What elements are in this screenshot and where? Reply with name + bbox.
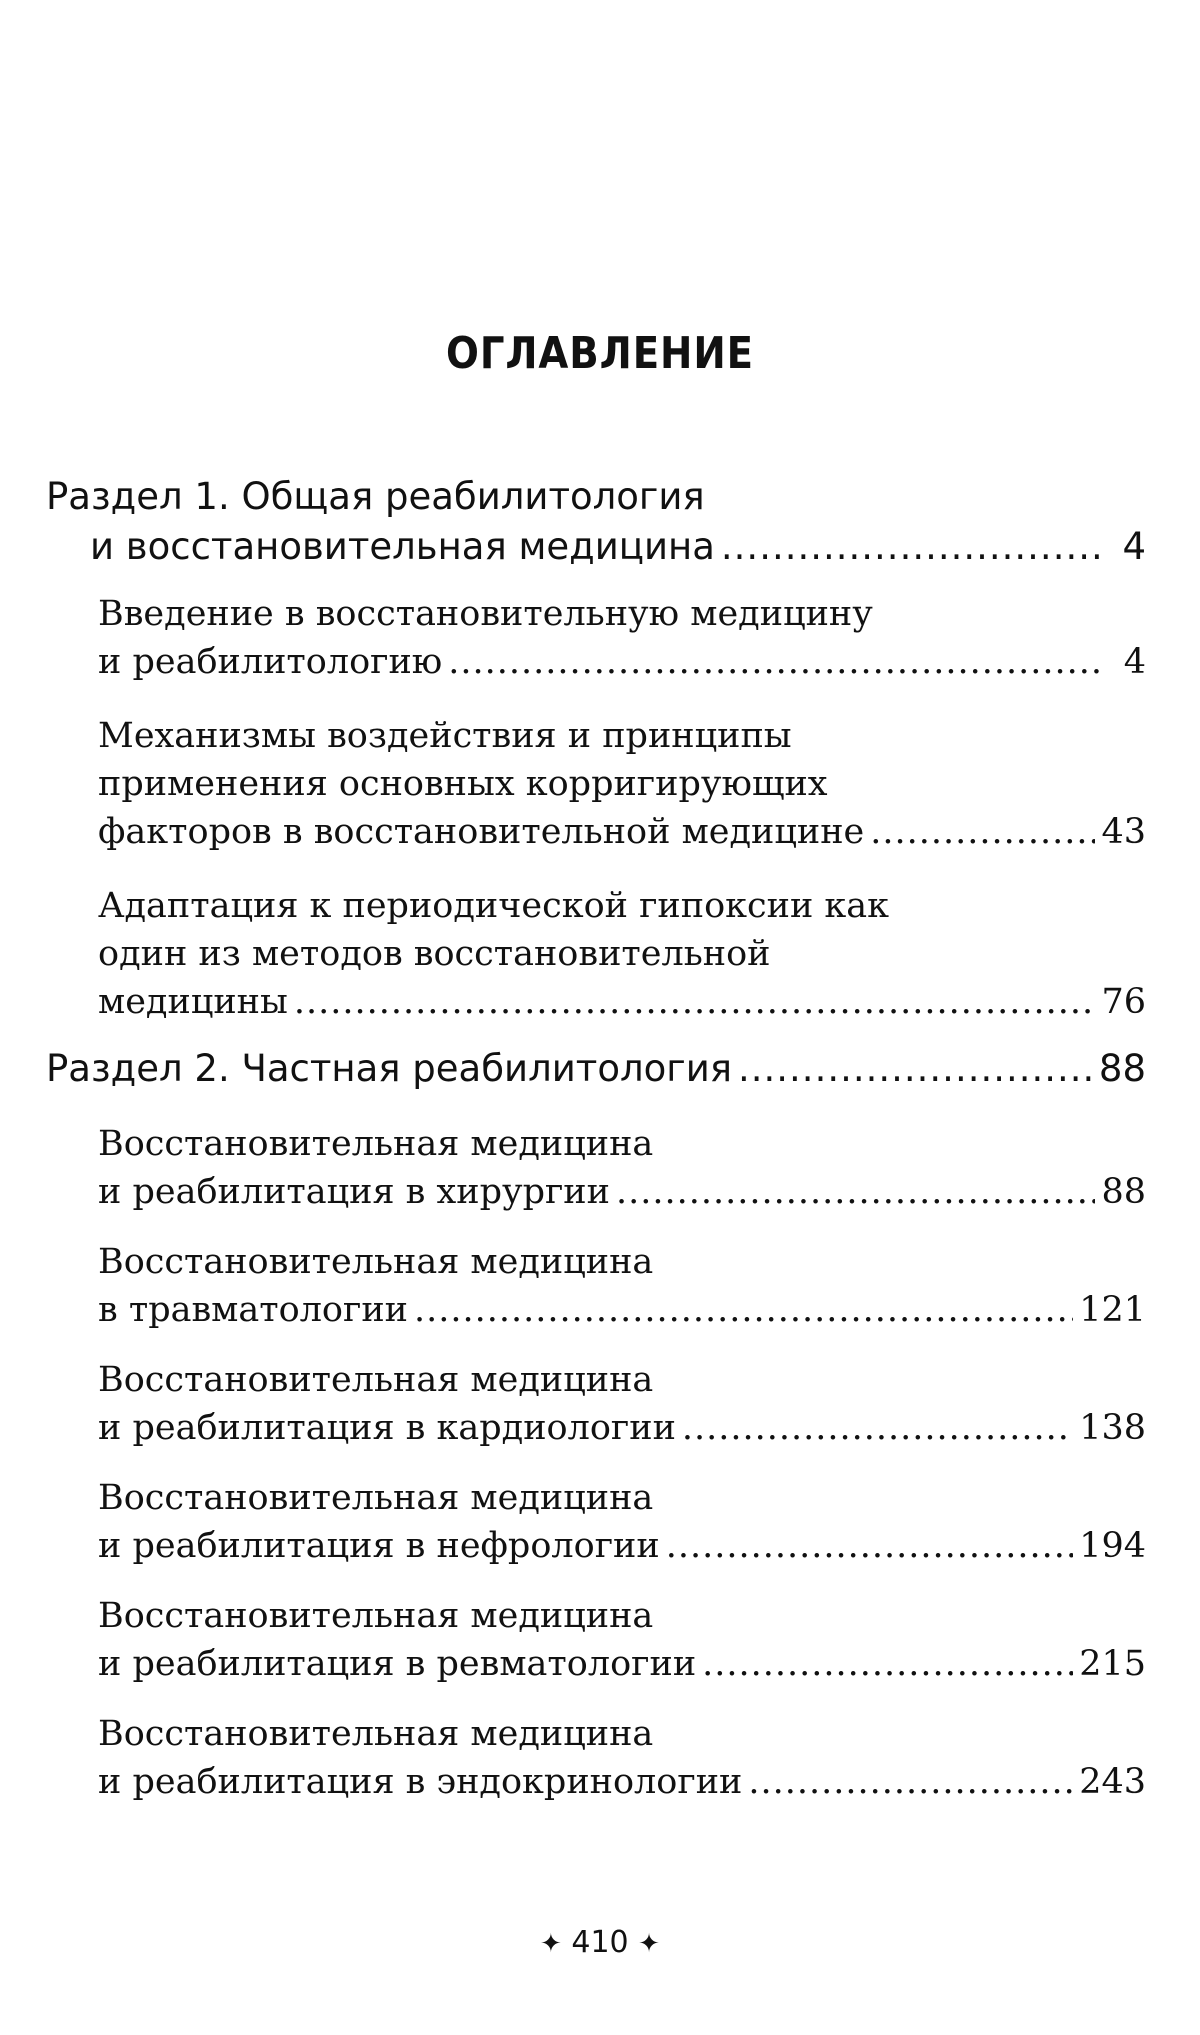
toc-entry-line: один из методов восстановительной: [98, 934, 771, 974]
toc-entry-line: Восстановительная медицина: [98, 1478, 654, 1518]
table-of-contents: [46, 472, 1146, 1806]
toc-chapter-traumatology[interactable]: [46, 1238, 1146, 1334]
dot-leader: [414, 1286, 1073, 1334]
toc-entry-line: Введение в восстановительную медицину: [98, 594, 873, 634]
ornament-left-icon: ✦: [540, 1929, 562, 1959]
toc-entry-line: и реабилитологию: [98, 642, 443, 682]
toc-chapter-introduction[interactable]: [46, 590, 1146, 686]
toc-page-number: 76: [1101, 982, 1146, 1022]
dot-leader: [682, 1404, 1073, 1452]
toc-entry-line: Раздел 2. Частная реабилитология: [46, 1047, 732, 1090]
toc-entry-line: медицины: [98, 982, 288, 1022]
toc-chapter-rheumatology[interactable]: [46, 1592, 1146, 1688]
toc-page-number: 243: [1079, 1762, 1146, 1802]
toc-page-number: 194: [1079, 1526, 1146, 1566]
toc-chapter-mechanisms[interactable]: [46, 712, 1146, 856]
toc-chapter-surgery[interactable]: [46, 1120, 1146, 1216]
toc-chapter-nephrology[interactable]: [46, 1474, 1146, 1570]
toc-entry-line: и реабилитация в эндокринологии: [98, 1762, 743, 1802]
toc-entry-line: и реабилитация в ревматологии: [98, 1644, 697, 1684]
ornament-right-icon: ✦: [638, 1929, 660, 1959]
toc-page-number: 138: [1079, 1408, 1146, 1448]
dot-leader: [448, 638, 1100, 686]
toc-entry-line: Восстановительная медицина: [98, 1242, 654, 1282]
toc-chapter-endocrinology[interactable]: [46, 1710, 1146, 1806]
toc-page-number: 215: [1079, 1644, 1146, 1684]
dot-leader: [748, 1758, 1073, 1806]
toc-entry-line: Механизмы воздействия и принципы: [98, 716, 792, 756]
toc-entry-line: и восстановительная медицина: [90, 525, 715, 568]
toc-entry-line: применения основных корригирующих: [98, 764, 828, 804]
toc-chapter-cardiology[interactable]: [46, 1356, 1146, 1452]
toc-entry-line: факторов в восстановительной медицине: [98, 812, 865, 852]
page-folio: [0, 1925, 1200, 1960]
toc-entry-line: и реабилитация в хирургии: [98, 1172, 610, 1212]
toc-page-number: 88: [1098, 1047, 1146, 1090]
dot-leader: [666, 1522, 1073, 1570]
folio-number: 410: [571, 1925, 629, 1960]
dot-leader: [738, 1044, 1093, 1094]
toc-page-number: 88: [1101, 1172, 1146, 1212]
dot-leader: [721, 522, 1100, 572]
page-title: ОГЛАВЛЕНИЕ: [446, 328, 754, 379]
toc-section-1[interactable]: [46, 472, 1146, 572]
toc-entry-line: и реабилитация в нефрологии: [98, 1526, 660, 1566]
toc-page-number: 121: [1079, 1290, 1146, 1330]
toc-entry-line: Восстановительная медицина: [98, 1360, 654, 1400]
dot-leader: [294, 978, 1096, 1026]
dot-leader: [616, 1168, 1095, 1216]
toc-section-2[interactable]: [46, 1044, 1146, 1094]
dot-leader: [870, 808, 1095, 856]
toc-chapter-hypoxia[interactable]: [46, 882, 1146, 1026]
toc-entry-line: в травматологии: [98, 1290, 408, 1330]
toc-page-number: 4: [1122, 525, 1146, 568]
toc-entry-line: и реабилитация в кардиологии: [98, 1408, 676, 1448]
dot-leader: [702, 1640, 1073, 1688]
toc-entry-line: Раздел 1. Общая реабилитология: [46, 475, 705, 518]
toc-page-number: 43: [1101, 812, 1146, 852]
toc-entry-line: Адаптация к периодической гипоксии как: [98, 886, 890, 926]
toc-entry-line: Восстановительная медицина: [98, 1124, 654, 1164]
toc-entry-line: Восстановительная медицина: [98, 1714, 654, 1754]
toc-page-number: 4: [1123, 642, 1146, 682]
toc-entry-line: Восстановительная медицина: [98, 1596, 654, 1636]
